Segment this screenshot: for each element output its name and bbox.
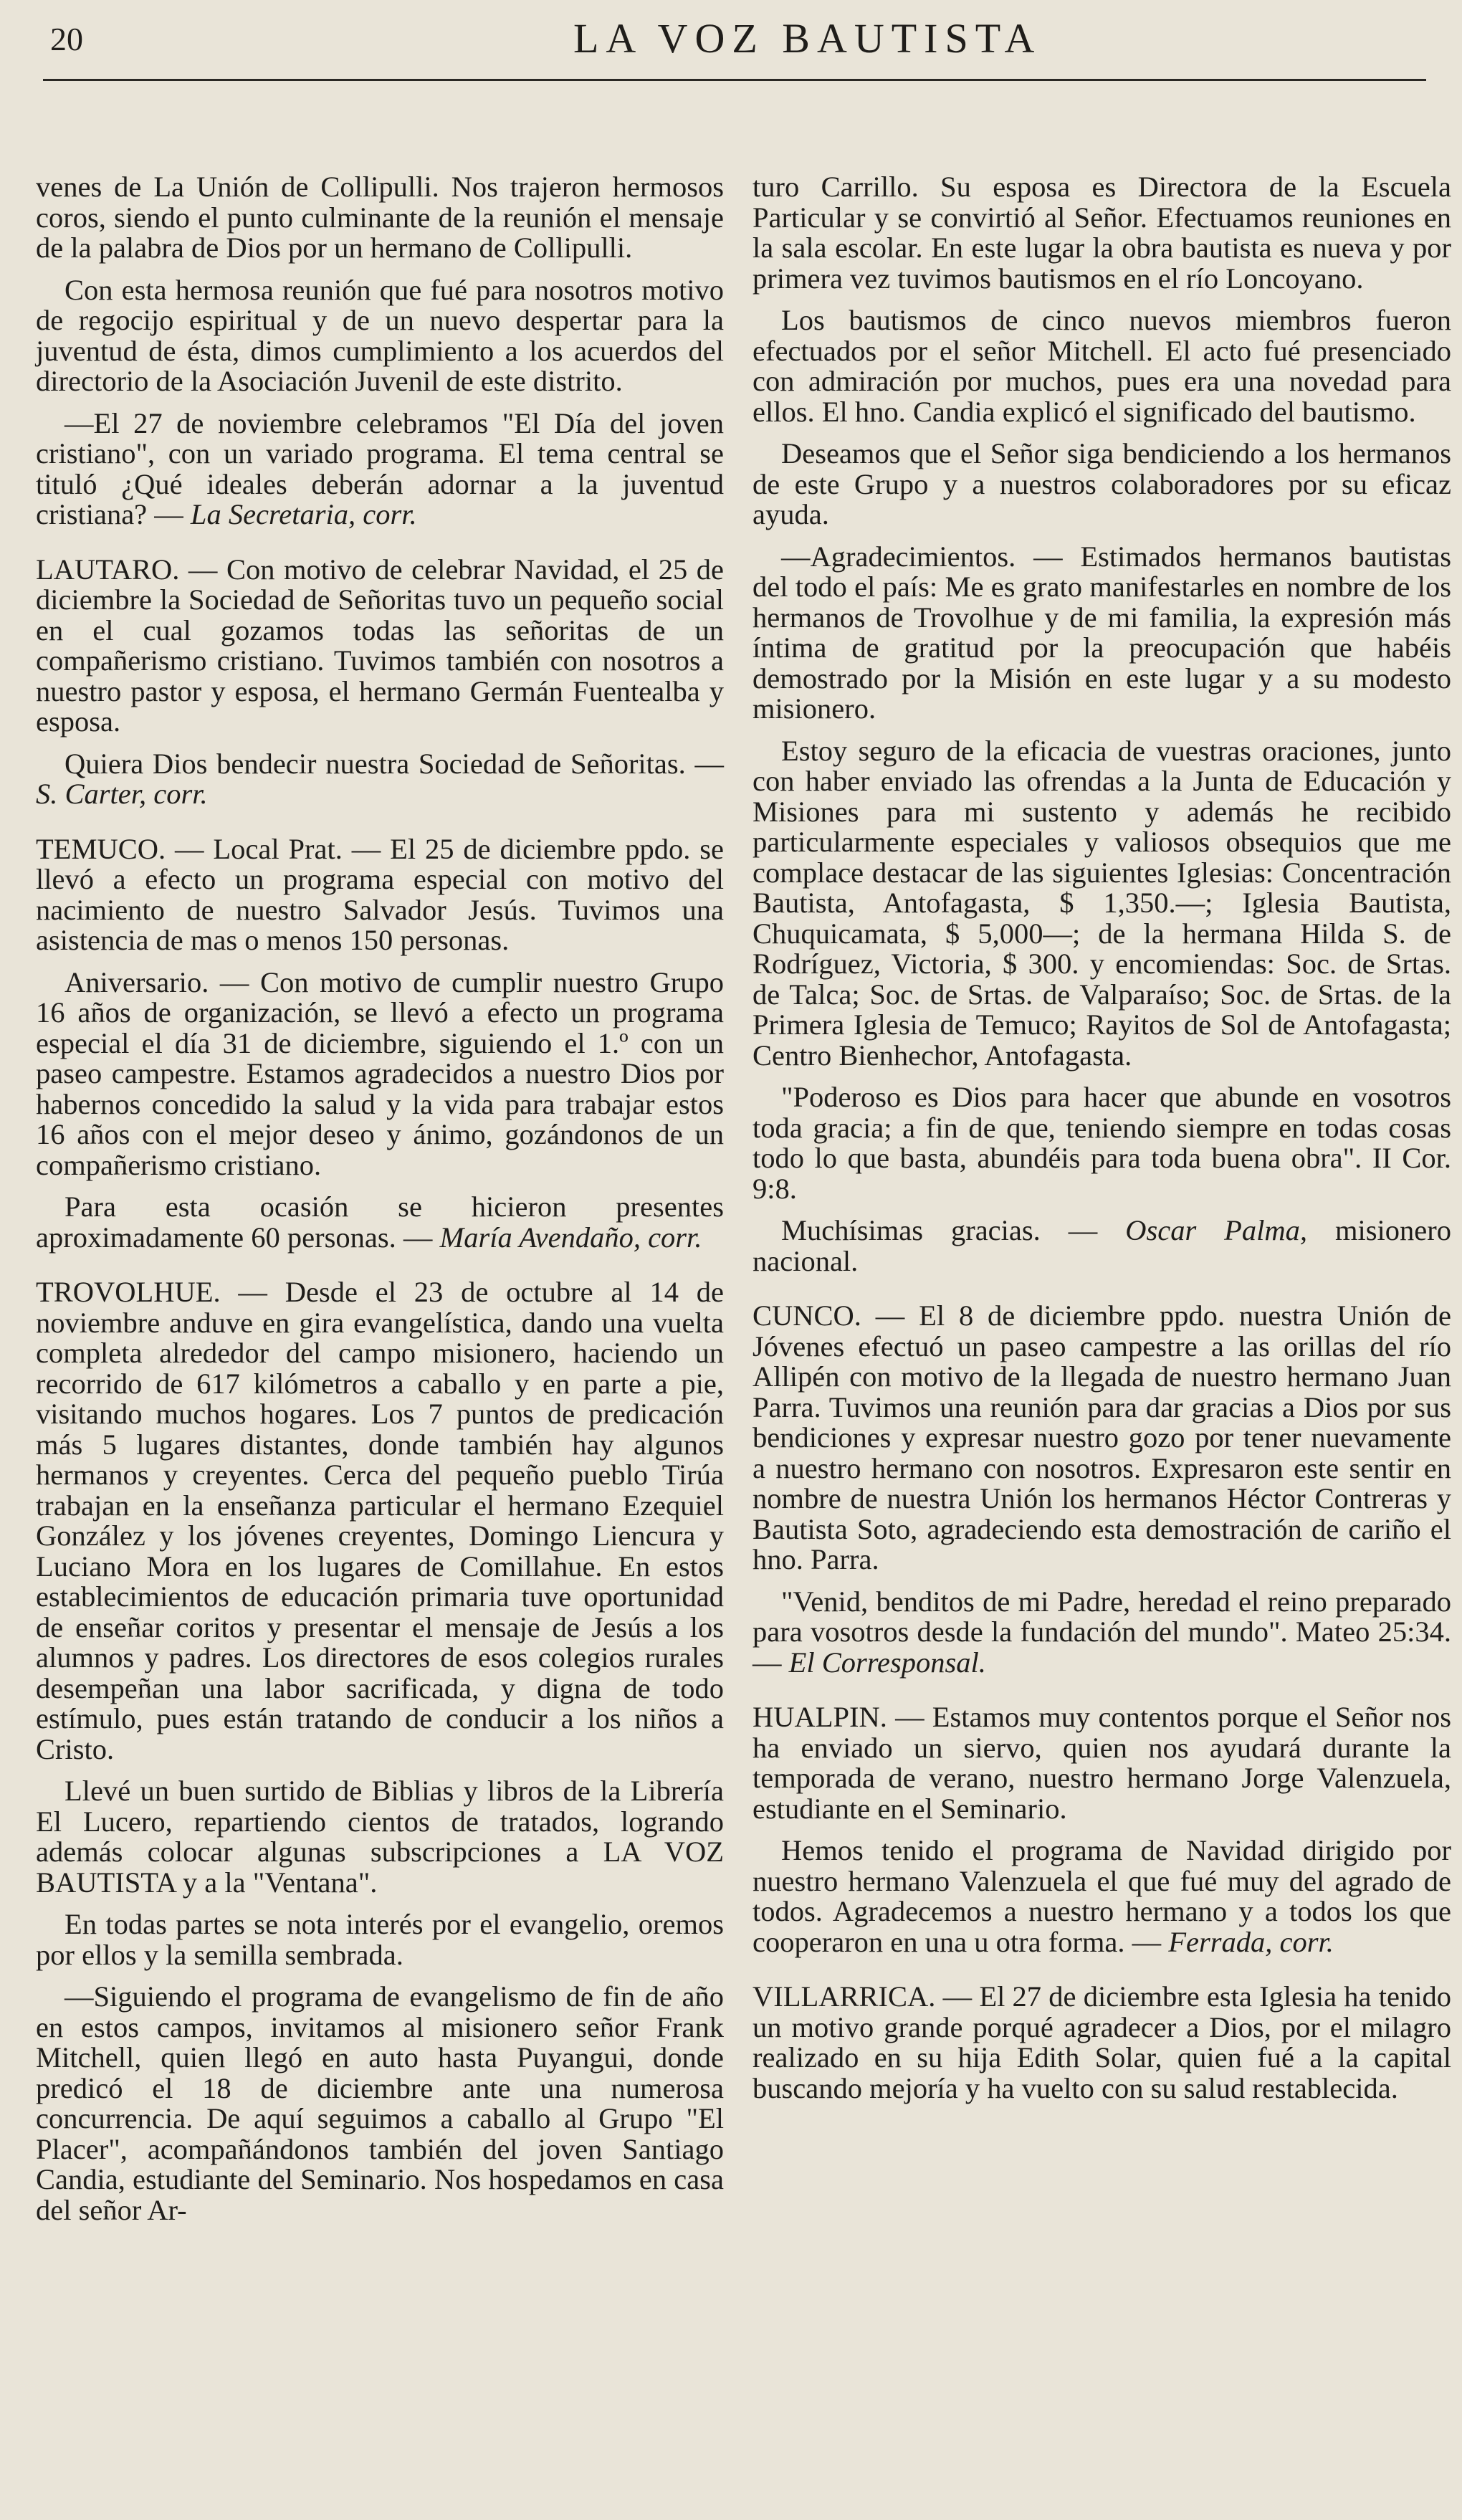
- paragraph: venes de La Unión de Collipulli. Nos trajeron hermosos coros, siendo el punto culminante de la reunión el mensaje de la palabra de Dios por un hermano de Collipulli.: [36, 171, 724, 264]
- paragraph: [752, 1836, 1451, 1957]
- correspondent: El Corresponsal.: [788, 1646, 986, 1679]
- paragraph: [36, 749, 724, 810]
- paragraph-text: —El 27 de noviembre celebramos "El Día del joven cristiano", con un variado programa. El tema central se tituló ¿Qué ideales deberán adornar a la juventud cristiana? —: [36, 406, 724, 530]
- dispatch-trovolhue: TROVOLHUE. — Desde el 23 de octubre al 14 de noviembre anduve en gira evangelística, dando una vuelta completa alrededor del campo misionero, haciendo un recorrido de 617 kilómetros a caballo y en parte a pie, visitando muchos hogares. Los 7 puntos de predicación más 5 lugares distantes, donde también hay algunos hermanos y creyentes. Cerca del pequeño pueblo Tirúa trabajan en la enseñanza particular el hermano Ezequiel González y los jóvenes creyentes, Domingo Liencura y Luciano Mora en los lugares de Comillahue. En estos establecimientos de educación primaria tuve oportunidad de enseñar coritos y presentar el mensaje de Jesús a los alumnos y padres. Los directores de esos colegios rurales desempeñan una labor sacrificada, y digna de todo estímulo, pues están tratando de conducir a los niños a Cristo.: [36, 1276, 724, 1765]
- dispatch-cunco: CUNCO. — El 8 de diciembre ppdo. nuestra Unión de Jóvenes efectuó un paseo campestre a las orillas del río Allipén con motivo de la llegada de nuestro hermano Juan Parra. Tuvimos una reunión para dar gracias a Dios por sus bendiciones y expresar nuestro gozo por tener nuevamente a nuestro hermano con nosotros. Expresaron este sentir en nombre de nuestra Unión los hermanos Héctor Contreras y Bautista Soto, agradeciendo esta demostración de cariño el hno. Parra.: [752, 1299, 1451, 1575]
- paragraph-text: "Venid, benditos de mi Padre, heredad el reino preparado para vosotros desde la fundación del mundo". Mateo 25:34. —: [752, 1585, 1451, 1679]
- dispatch-hualpin: HUALPIN. — Estamos muy contentos porque el Señor nos ha enviado un siervo, quien nos ayudará durante la temporada de verano, nuestro hermano Jorge Valenzuela, estudiante en el Seminario.: [752, 1701, 1451, 1825]
- paragraph: [752, 1587, 1451, 1679]
- page-header: [43, 0, 1426, 81]
- correspondent: María Avendaño, corr.: [439, 1221, 702, 1254]
- paragraph-text: misionero nacional.: [752, 1214, 1451, 1277]
- paragraph: [36, 1192, 724, 1253]
- paragraph-text: Para esta ocasión se hicieron presentes aproximadamente 60 personas. —: [36, 1190, 724, 1254]
- page-number: 20: [50, 21, 83, 57]
- paragraph: "Poderoso es Dios para hacer que abunde en vosotros toda gracia; a fin de que, teniendo siempre en todas cosas todo lo que basta, abundéis para toda buena obra". II Cor. 9:8.: [752, 1081, 1451, 1205]
- dispatch-lautaro: LAUTARO. — Con motivo de celebrar Navidad, el 25 de diciembre la Sociedad de Señoritas tuvo un pequeño social en el cual gozamos todas las señoritas de un compañerismo cristiano. Tuvimos también con nosotros a nuestro pastor y esposa, el hermano Germán Fuentealba y esposa.: [36, 553, 724, 738]
- paragraph: Con esta hermosa reunión que fué para nosotros motivo de regocijo espiritual y de un nuevo despertar para la juventud de ésta, dimos cumplimiento a los acuerdos del directorio de la Asociación Juvenil de este distrito.: [36, 273, 724, 397]
- paragraph: Deseamos que el Señor siga bendiciendo a los hermanos de este Grupo y a nuestros colaboradores por su eficaz ayuda.: [752, 437, 1451, 530]
- correspondent: La Secretaria, corr.: [190, 498, 417, 530]
- correspondent: S. Carter, corr.: [36, 778, 208, 810]
- paragraph-text: Quiera Dios bendecir nuestra Sociedad de Señoritas. —: [64, 747, 724, 780]
- paragraph-text: Muchísimas gracias. —: [781, 1214, 1098, 1246]
- dispatch-temuco: TEMUCO. — Local Prat. — El 25 de diciembre ppdo. se llevó a efecto un programa especial con motivo del nacimiento de nuestro Salvador Jesús. Tuvimos una asistencia de mas o menos 150 personas.: [36, 832, 724, 956]
- paragraph: turo Carrillo. Su esposa es Directora de la Escuela Particular y se convirtió al Señor. Efectuamos reuniones en la sala escolar. En este lugar la obra bautista es nueva y por primera vez tuvimos bautismos en el río Loncoyano.: [752, 171, 1451, 295]
- paragraph: En todas partes se nota interés por el evangelio, oremos por ellos y la semilla sembrada.: [36, 1908, 724, 1971]
- paragraph-text: Hemos tenido el programa de Navidad dirigido por nuestro hermano Valenzuela el que fué muy del agrado de todos. Agradecemos a nuestro hermano y a todos los que cooperaron en una u otra forma. —: [752, 1834, 1451, 1958]
- paragraph: [36, 406, 724, 530]
- paragraph: Llevé un buen surtido de Biblias y libros de la Librería El Lucero, repartiendo cientos de tratados, logrando además colocar algunas subscripciones a LA VOZ BAUTISTA y a la "Ventana".: [36, 1775, 724, 1899]
- left-column: [36, 172, 724, 2237]
- correspondent: Oscar Palma,: [1125, 1214, 1308, 1246]
- right-column: [752, 172, 1451, 2115]
- correspondent: Ferrada, corr.: [1168, 1925, 1334, 1958]
- paragraph: Estoy seguro de la eficacia de vuestras oraciones, junto con haber enviado las ofrendas a la Junta de Educación y Misiones para mi sustento y además he recibido particularmente especiales y valiosos obsequios que me complace destacar de las siguientes Iglesias: Concentración Bautista, Antofagasta, $ 1,350.—; Iglesia Bautista, Chuquicamata, $ 5,000—; de la hermana Hilda S. de Rodríguez, Victoria, $ 300. y encomiendas: Soc. de Srtas. de Talca; Soc. de Srtas. de Valparaíso; Soc. de Srtas. de la Primera Iglesia de Temuco; Rayitos de Sol de Antofagasta; Centro Bienhechor, Antofagasta.: [752, 734, 1451, 1072]
- paragraph: —Siguiendo el programa de evangelismo de fin de año en estos campos, invitamos al misionero señor Frank Mitchell, quien llegó en auto hasta Puyangui, donde predicó el 18 de diciembre ante una numerosa concurrencia. De aquí seguimos a caballo al Grupo "El Placer", acompañándonos también del joven Santiago Candia, estudiante del Seminario. Nos hospedamos en casa del señor Ar-: [36, 1980, 724, 2226]
- paragraph: Aniversario. — Con motivo de cumplir nuestro Grupo 16 años de organización, se llevó a efecto un programa especial el día 31 de diciembre, siguiendo el 1.º con un paseo campestre. Estamos agradecidos a nuestro Dios por habernos concedido la salud y la vida para trabajar estos 16 años con el mejor deseo y ánimo, gozándonos de un compañerismo cristiano.: [36, 965, 724, 1181]
- dispatch-villarrica: VILLARRICA. — El 27 de diciembre esta Iglesia ha tenido un motivo grande porqué agradecer a Dios, por el milagro realizado en su hija Edith Solar, quien fué a la capital buscando mejoría y ha vuelto con su salud restablecida.: [752, 1980, 1451, 2104]
- paragraph: [752, 1216, 1451, 1276]
- paragraph: —Agradecimientos. — Estimados hermanos bautistas del todo el país: Me es grato manifestarles en nombre de los hermanos de Trovolhue y de mi familia, la expresión más íntima de gratitud por la preocupación que habéis demostrado por la Misión en este lugar y a su modesto misionero.: [752, 540, 1451, 725]
- paragraph: Los bautismos de cinco nuevos miembros fueron efectuados por el señor Mitchell. El acto fué presenciado con admiración por muchos, pues era una novedad para ellos. El hno. Candia explicó el significado del bautismo.: [752, 304, 1451, 428]
- publication-title: LA VOZ BAUTISTA: [573, 15, 1042, 62]
